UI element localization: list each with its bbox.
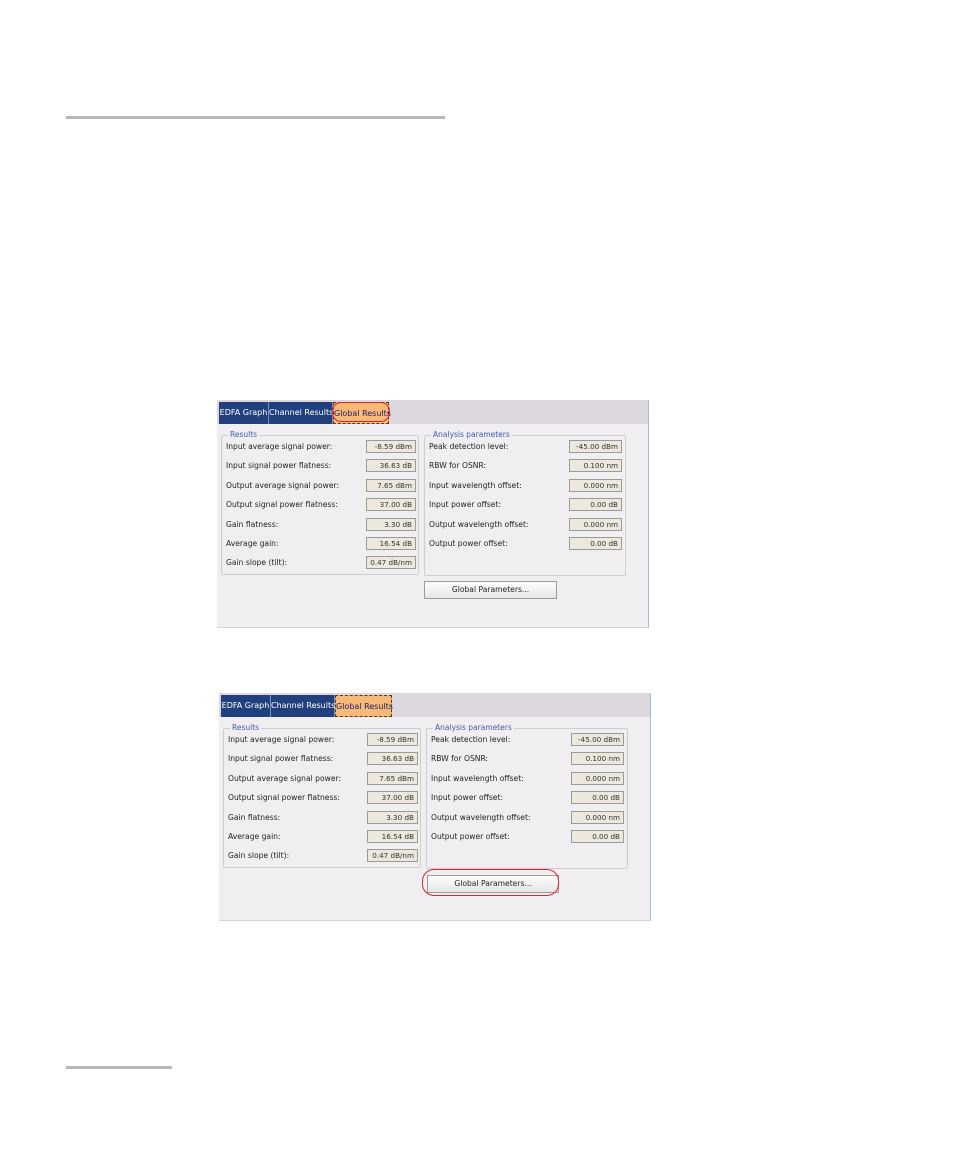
parameter-row xyxy=(425,536,625,552)
result-value-field: 16.54 dB xyxy=(366,537,416,550)
parameter-value-field: 0.00 dB xyxy=(571,791,624,804)
results-group xyxy=(223,723,421,868)
parameter-row xyxy=(425,478,625,494)
result-label: Input average signal power: xyxy=(226,442,333,451)
parameter-row xyxy=(427,829,627,845)
global-parameters-button[interactable]: Global Parameters... xyxy=(427,875,559,893)
result-label: Input signal power flatness: xyxy=(226,461,332,470)
parameter-value-field: 0.000 nm xyxy=(569,479,622,492)
result-value-field: 7.65 dBm xyxy=(366,479,416,492)
result-row xyxy=(224,810,420,826)
result-row xyxy=(222,478,418,494)
result-value-field: -8.59 dBm xyxy=(366,440,416,453)
result-value-field: 3.30 dB xyxy=(367,811,418,824)
parameter-label: Input wavelength offset: xyxy=(431,774,524,783)
result-value-field: -8.59 dBm xyxy=(367,733,418,746)
parameter-row xyxy=(425,497,625,513)
global-parameters-button[interactable]: Global Parameters... xyxy=(424,581,557,599)
result-row xyxy=(224,848,420,864)
footer-rule xyxy=(66,1066,172,1069)
tab-edfa-graph[interactable]: EDFA Graph xyxy=(221,695,271,717)
results-group-title: Results xyxy=(230,430,258,439)
result-label: Output average signal power: xyxy=(228,774,342,783)
parameter-label: Input power offset: xyxy=(431,793,504,802)
parameter-row xyxy=(427,751,627,767)
result-label: Input average signal power: xyxy=(228,735,335,744)
result-label: Gain slope (tilt): xyxy=(226,558,288,567)
result-value-field: 7.65 dBm xyxy=(367,772,418,785)
result-row xyxy=(222,497,418,513)
result-value-field: 37.00 dB xyxy=(367,791,418,804)
header-rule xyxy=(66,116,445,119)
result-row xyxy=(224,790,420,806)
result-label: Output signal power flatness: xyxy=(226,500,338,509)
tab-global-results[interactable]: Global Results xyxy=(333,402,389,424)
result-label: Output average signal power: xyxy=(226,481,340,490)
result-row xyxy=(222,536,418,552)
result-value-field: 0.47 dB/nm xyxy=(367,849,418,862)
result-row xyxy=(222,439,418,455)
result-value-field: 16.54 dB xyxy=(367,830,418,843)
parameter-value-field: 0.000 nm xyxy=(569,518,622,531)
parameter-value-field: -45.00 dBm xyxy=(571,733,624,746)
parameter-row xyxy=(425,517,625,533)
parameter-value-field: 0.100 nm xyxy=(569,459,622,472)
result-value-field: 0.47 dB/nm xyxy=(366,556,416,569)
parameter-value-field: 0.00 dB xyxy=(571,830,624,843)
parameter-row xyxy=(425,458,625,474)
tab-global-results[interactable]: Global Results xyxy=(335,695,392,717)
result-row xyxy=(224,829,420,845)
result-label: Average gain: xyxy=(228,832,281,841)
parameter-value-field: -45.00 dBm xyxy=(569,440,622,453)
tab-bar xyxy=(219,693,650,717)
result-value-field: 37.00 dB xyxy=(366,498,416,511)
parameter-label: Output power offset: xyxy=(431,832,510,841)
parameter-label: Input wavelength offset: xyxy=(429,481,522,490)
result-value-field: 36.63 dB xyxy=(367,752,418,765)
parameter-row xyxy=(427,790,627,806)
parameter-label: RBW for OSNR: xyxy=(429,461,487,470)
result-row xyxy=(222,517,418,533)
result-label: Gain slope (tilt): xyxy=(228,851,290,860)
parameter-value-field: 0.00 dB xyxy=(569,498,622,511)
result-label: Average gain: xyxy=(226,539,279,548)
tab-edfa-graph[interactable]: EDFA Graph xyxy=(219,402,269,424)
parameter-value-field: 0.000 nm xyxy=(571,811,624,824)
parameter-value-field: 0.100 nm xyxy=(571,752,624,765)
screenshot-global-parameters-button xyxy=(219,693,651,921)
parameter-label: RBW for OSNR: xyxy=(431,754,489,763)
result-row xyxy=(224,732,420,748)
result-row xyxy=(224,771,420,787)
parameter-label: Output wavelength offset: xyxy=(431,813,531,822)
parameter-value-field: 0.00 dB xyxy=(569,537,622,550)
parameter-row xyxy=(427,732,627,748)
tab-bar xyxy=(217,400,648,424)
result-label: Output signal power flatness: xyxy=(228,793,340,802)
result-value-field: 36.63 dB xyxy=(366,459,416,472)
parameter-value-field: 0.000 nm xyxy=(571,772,624,785)
analysis-parameters-group xyxy=(424,430,626,576)
result-label: Input signal power flatness: xyxy=(228,754,334,763)
result-label: Gain flatness: xyxy=(228,813,281,822)
results-group-title: Results xyxy=(232,723,260,732)
parameter-label: Peak detection level: xyxy=(431,735,511,744)
results-group xyxy=(221,430,419,575)
tab-channel-results[interactable]: Channel Results xyxy=(271,695,335,717)
analysis-group-title: Analysis parameters xyxy=(435,723,512,732)
tab-channel-results[interactable]: Channel Results xyxy=(269,402,333,424)
result-row xyxy=(222,555,418,571)
result-row xyxy=(222,458,418,474)
parameter-label: Output wavelength offset: xyxy=(429,520,529,529)
analysis-group-title: Analysis parameters xyxy=(433,430,510,439)
tab-highlight-callout xyxy=(332,402,390,422)
button-highlight-callout xyxy=(422,869,559,896)
result-label: Gain flatness: xyxy=(226,520,279,529)
screenshot-global-results-tab xyxy=(217,400,649,628)
parameter-label: Peak detection level: xyxy=(429,442,509,451)
result-value-field: 3.30 dB xyxy=(366,518,416,531)
analysis-parameters-group xyxy=(426,723,628,869)
parameter-label: Input power offset: xyxy=(429,500,502,509)
parameter-row xyxy=(427,810,627,826)
result-row xyxy=(224,751,420,767)
parameter-row xyxy=(425,439,625,455)
parameter-label: Output power offset: xyxy=(429,539,508,548)
parameter-row xyxy=(427,771,627,787)
